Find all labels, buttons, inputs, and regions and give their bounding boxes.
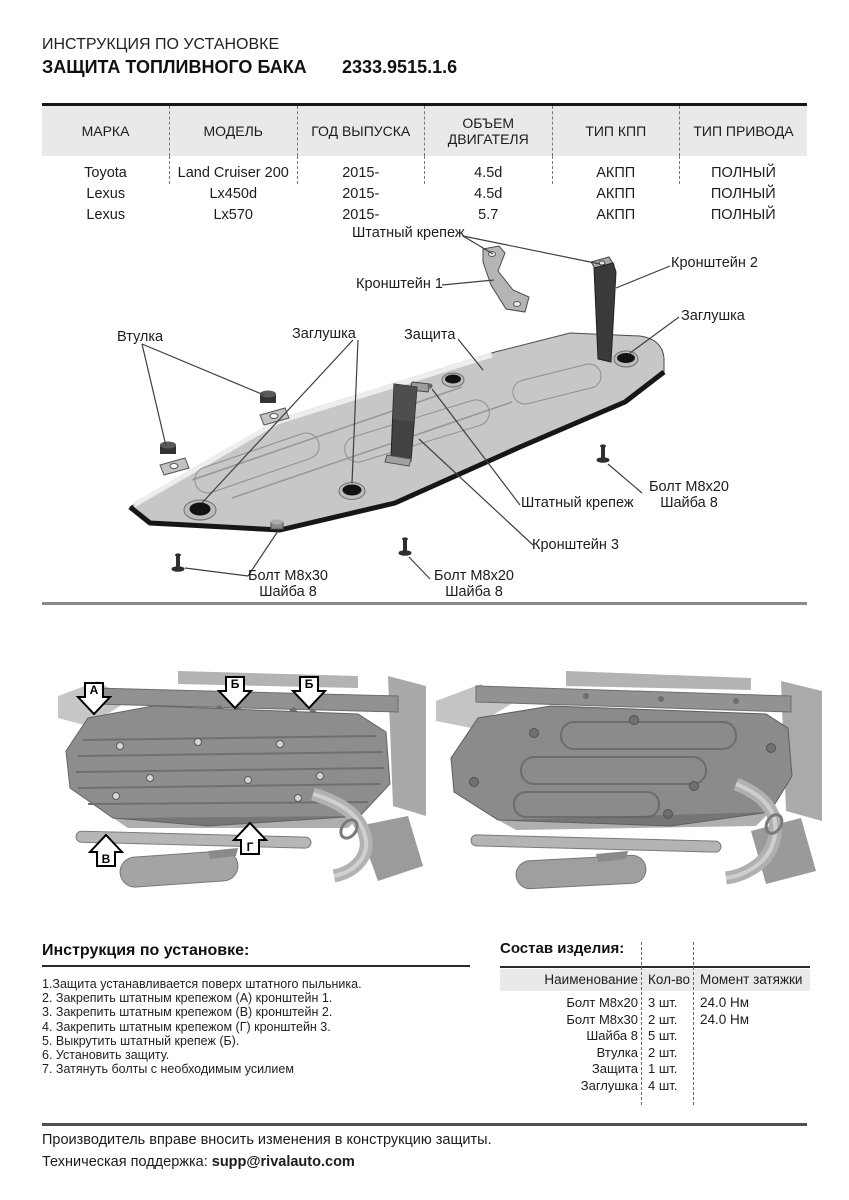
cell-model: Land Cruiser 200 [170,156,298,184]
part-torque: 24.0 Нм [700,1011,750,1027]
bolt-icon [172,553,185,571]
exploded-diagram [42,222,807,604]
part-name: Болт М8х20 [566,995,638,1010]
column-divider [641,942,642,1105]
instructions-steps [42,977,472,1076]
footer-support [42,1154,355,1170]
table-row [500,1045,810,1062]
part-qty: 5 шт. [648,1028,678,1043]
column-divider [693,942,694,1105]
part-qty: 1 шт. [648,1061,678,1076]
cell-model: Lx450d [209,186,258,202]
label-line: Шайба 8 [660,495,718,511]
cell-brand: Toyota [84,165,127,181]
cell-engine: 4.5d [425,156,553,184]
table-row [42,156,807,184]
bolt-icon [399,537,412,555]
marker-letter-b2: Б [304,677,314,691]
part-name: Защита [591,1061,638,1076]
list-item: 5. Выкрутить штатный крепеж (Б). [42,1033,240,1048]
cell-gearbox: АКПП [552,156,680,184]
fitment-header-row [42,105,807,157]
part-name: Втулка [596,1044,638,1060]
parts-rows [500,995,810,1094]
photo-after-install [436,656,822,896]
table-row [500,1012,810,1029]
cell-gearbox: АКПП [596,186,636,202]
support-email: supp@rivalauto.com [211,1154,355,1170]
bolt-icon [597,444,610,462]
label-plug-center: Заглушка [292,326,356,342]
doc-title: ЗАЩИТА ТОПЛИВНОГО БАКА [42,57,307,77]
part-qty: 4 шт. [648,1077,678,1093]
part-qty: 3 шт. [648,995,678,1010]
label-line: Шайба 8 [445,584,503,600]
part-name: Болт М8х30 [566,1011,638,1027]
marker-letter-a: А [89,683,99,697]
fitment-header-drive: ТИП ПРИВОДА [680,105,808,157]
label-bracket1: Кронштейн 1 [356,276,443,292]
label-bracket2: Кронштейн 2 [671,255,758,271]
doc-header [42,36,807,81]
fitment-header-year: ГОД ВЫПУСКА [297,105,425,157]
installation-instructions [42,942,472,1076]
marker-letter-v: В [101,852,111,866]
doc-title-row [42,57,807,81]
list-item: 1.Защита устанавливается поверх штатного пыльника. [42,977,362,991]
cell-gearbox: АКПП [596,207,636,223]
bracket1-shape [483,246,529,312]
fitment-header-engine: ОБЪЕМ ДВИГАТЕЛЯ [425,105,553,157]
table-row [42,184,807,205]
label-line: Болт М8х30 [248,568,328,584]
part-torque: 24.0 Нм [700,995,750,1010]
label-bolt-m8x20-right [639,479,739,511]
label-line: Шайба 8 [259,584,317,600]
footer-note: Производитель вправе вносить изменения в конструкцию защиты. [42,1132,492,1148]
cell-year: 2015- [342,186,380,202]
table-row [500,1028,810,1045]
part-number: 2333.9515.1.6 [342,57,458,77]
parts-header-name: Наименование [544,972,638,987]
label-guard: Защита [404,327,456,343]
cell-brand: Lexus [86,186,126,202]
cell-year: 2015- [297,156,425,184]
fitment-table [42,103,807,226]
label-regular-fastener-bottom: Штатный крепеж [521,495,634,511]
part-name: Шайба 8 [586,1028,638,1043]
part-qty: 2 шт. [648,1011,678,1027]
cell-engine: 5.7 [478,207,499,223]
label-bolt-m8x20-center [424,568,524,600]
table-row [500,1061,810,1078]
cell-drive: ПОЛНЫЙ [710,207,776,223]
parts-header-torque: Момент затяжки [700,972,803,987]
parts-header-qty: Кол-во [648,972,690,987]
list-item: 4. Закрепить штатным крепежом (Г) кронштейн 3. [42,1019,331,1034]
label-regular-fastener: Штатный крепеж [352,225,465,241]
parts-title: Состав изделия: [500,940,625,957]
list-item: 2. Закрепить штатным крепежом (А) кронштейн 1. [42,991,333,1006]
label-bushing: Втулка [117,329,164,345]
label-line: Болт М8х20 [434,568,514,584]
table-row [500,995,810,1012]
part-qty: 2 шт. [648,1044,678,1060]
support-label: Техническая поддержка: [42,1154,208,1170]
list-item: 7. Затянуть болты с необходимым усилием [42,1062,294,1077]
label-line: Болт М8х20 [649,479,729,495]
list-item: 3. Закрепить штатным крепежом (В) кронштейн 2. [42,1005,333,1020]
photo-before-install [58,656,426,896]
table-row [500,1078,810,1095]
label-plug-right: Заглушка [681,308,745,324]
doc-subtitle: ИНСТРУКЦИЯ ПО УСТАНОВКЕ [42,36,280,53]
cell-drive: ПОЛНЫЙ [680,156,808,184]
parts-header-row [500,969,810,991]
instructions-title: Инструкция по установке: [42,942,470,967]
fitment-header-gearbox: ТИП КПП [552,105,680,157]
label-bolt-m8x30 [238,568,338,600]
label-bracket3: Кронштейн 3 [532,537,619,553]
cell-drive: ПОЛНЫЙ [710,186,776,202]
cell-engine: 4.5d [474,186,503,202]
marker-letter-b1: Б [230,677,240,691]
footer-divider [42,1123,807,1126]
list-item: 6. Установить защиту. [42,1048,170,1063]
cell-model: Lx570 [213,207,253,223]
fitment-header-model: МОДЕЛЬ [170,105,298,157]
cell-brand: Lexus [86,207,126,223]
parts-list [500,940,810,1112]
marker-letter-g: Г [246,840,254,854]
parts-rule [500,966,810,968]
part-name: Заглушка [580,1077,638,1093]
underbody-scene-installed [436,671,822,889]
section-divider [42,602,807,605]
cell-year: 2015- [342,207,380,223]
fitment-header-brand: МАРКА [42,105,170,157]
